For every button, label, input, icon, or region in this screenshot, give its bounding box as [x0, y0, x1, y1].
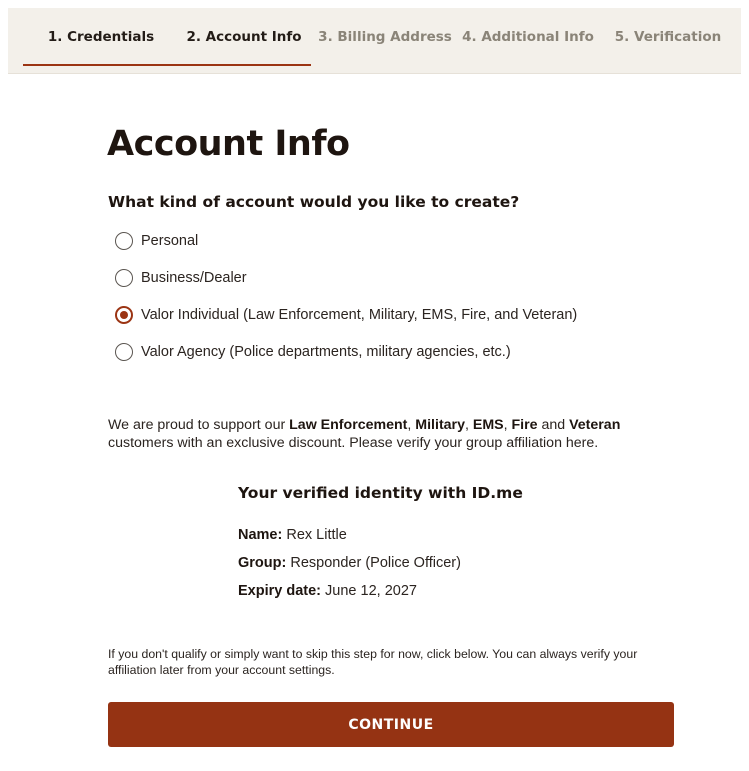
identity-expiry-value: June 12, 2027 — [325, 583, 417, 599]
radio-button-selected[interactable] — [115, 306, 133, 324]
skip-verification-note: If you don't qualify or simply want to skip this step for now, click below. You can always verify your affiliation later from your account settings. — [108, 647, 638, 677]
identity-name-label: Name: — [238, 527, 283, 543]
step-label: 4. Additional Info — [462, 29, 594, 45]
identity-name-value: Rex Little — [286, 527, 347, 543]
separator: , — [503, 417, 512, 433]
step-label: 2. Account Info — [186, 29, 302, 45]
separator: , — [407, 417, 416, 433]
radio-label[interactable]: Valor Individual (Law Enforcement, Military, EMS, Fire, and Veteran) — [141, 307, 578, 323]
active-step-indicator — [23, 64, 311, 66]
identity-expiry-label: Expiry date: — [238, 583, 321, 599]
continue-button[interactable] — [108, 702, 674, 747]
account-type-question: What kind of account would you like to create? — [108, 193, 520, 211]
identity-name-row — [238, 527, 347, 543]
support-intro: We are proud to support our — [108, 417, 290, 433]
radio-selected-dot — [120, 311, 128, 319]
radio-option-valor-agency[interactable] — [115, 343, 511, 361]
radio-option-business-dealer[interactable] — [115, 269, 247, 287]
separator: , — [464, 417, 473, 433]
idme-identity-title: Your verified identity with ID.me — [238, 484, 523, 502]
step-label: 3. Billing Address — [318, 29, 452, 45]
group-veteran: Veteran — [569, 417, 621, 433]
separator: and — [537, 417, 570, 433]
radio-label[interactable]: Valor Agency (Police departments, military agencies, etc.) — [141, 344, 511, 360]
step-label: 1. Credentials — [47, 29, 155, 45]
radio-label[interactable]: Personal — [141, 233, 199, 249]
page-title: Account Info — [107, 124, 350, 164]
continue-button-label: CONTINUE — [348, 716, 434, 733]
step-credentials[interactable] — [26, 8, 176, 66]
support-outro: customers with an exclusive discount. Please verify your group affiliation here. — [108, 435, 599, 451]
group-law-enforcement: Law Enforcement — [289, 417, 408, 433]
valor-support-message — [108, 416, 688, 452]
group-fire: Fire — [511, 417, 538, 433]
identity-group-value: Responder (Police Officer) — [290, 555, 461, 571]
radio-label[interactable]: Business/Dealer — [141, 270, 247, 286]
step-account-info[interactable] — [176, 8, 312, 66]
identity-expiry-row — [238, 583, 417, 599]
step-billing-address[interactable] — [312, 8, 458, 66]
step-label: 5. Verification — [614, 29, 722, 45]
identity-group-row — [238, 555, 461, 571]
identity-group-label: Group: — [238, 555, 287, 571]
radio-option-valor-individual[interactable] — [115, 306, 577, 324]
step-additional-info[interactable] — [458, 8, 598, 66]
radio-button[interactable] — [115, 343, 133, 361]
group-ems: EMS — [472, 417, 504, 433]
radio-button[interactable] — [115, 269, 133, 287]
radio-option-personal[interactable] — [115, 232, 198, 250]
group-military: Military — [415, 417, 465, 433]
step-verification[interactable] — [598, 8, 738, 66]
radio-button[interactable] — [115, 232, 133, 250]
